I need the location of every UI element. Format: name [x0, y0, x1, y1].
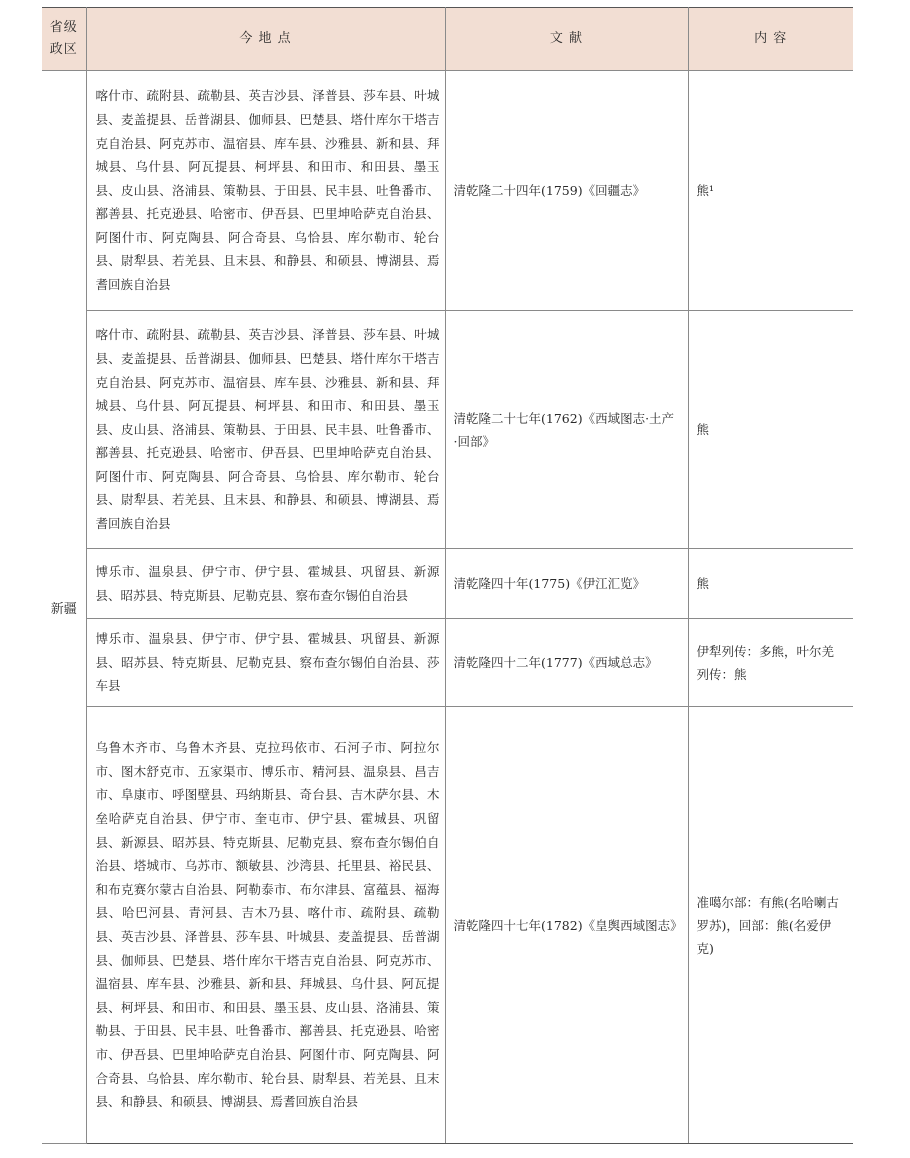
source-cell: 清乾隆二十四年(1759)《回疆志》 [445, 71, 688, 311]
table-row [42, 311, 853, 549]
content-cell: 熊 [688, 549, 853, 619]
location-cell: 乌鲁木齐市、乌鲁木齐县、克拉玛依市、石河子市、阿拉尔市、图木舒克市、五家渠市、博乐市、精河县、温泉县、昌吉市、阜康市、呼图壁县、玛纳斯县、奇台县、吉木萨尔县、木垒哈萨克自治县、伊宁市、奎屯市、伊宁县、霍城县、巩留县、新源县、昭苏县、特克斯县、尼勒克县、察布查尔锡伯自治县、塔城市、乌苏市、额敏县、沙湾县、托里县、裕民县、和布克赛尔蒙古自治县、阿勒泰市、布尔津县、富蕴县、福海县、哈巴河县、青河县、吉木乃县、喀什市、疏附县、疏勒县、英吉沙县、泽普县、莎车县、叶城县、麦盖提县、岳普湖县、伽师县、巴楚县、塔什库尔干塔吉克自治县、阿克苏市、温宿县、库车县、沙雅县、新和县、拜城县、乌什县、阿瓦提县、柯坪县、和田市、和田县、墨玉县、皮山县、洛浦县、策勒县、于田县、民丰县、吐鲁番市、鄯善县、托克逊县、哈密市、伊吾县、巴里坤哈萨克自治县、阿图什市、阿克陶县、阿合奇县、乌恰县、库尔勒市、轮台县、尉犁县、若羌县、且末县、和静县、和硕县、博湖县、焉耆回族自治县 [86, 707, 445, 1144]
province-cell: 新疆 [42, 71, 86, 1144]
table-row [42, 707, 853, 1144]
location-cell: 博乐市、温泉县、伊宁市、伊宁县、霍城县、巩留县、新源县、昭苏县、特克斯县、尼勒克县、察布查尔锡伯自治县 [86, 549, 445, 619]
location-cell: 喀什市、疏附县、疏勒县、英吉沙县、泽普县、莎车县、叶城县、麦盖提县、岳普湖县、伽师县、巴楚县、塔什库尔干塔吉克自治县、阿克苏市、温宿县、库车县、沙雅县、新和县、拜城县、乌什县、阿瓦提县、柯坪县、和田市、和田县、墨玉县、皮山县、洛浦县、策勒县、于田县、民丰县、吐鲁番市、鄯善县、托克逊县、哈密市、伊吾县、巴里坤哈萨克自治县、阿图什市、阿克陶县、阿合奇县、乌恰县、库尔勒市、轮台县、尉犁县、若羌县、且末县、和静县、和硕县、博湖县、焉耆回族自治县 [86, 311, 445, 549]
header-location: 今 地 点 [86, 8, 445, 71]
records-table [42, 7, 853, 1144]
content-cell: 伊犁列传：多熊，叶尔羌列传：熊 [688, 619, 853, 707]
location-cell: 喀什市、疏附县、疏勒县、英吉沙县、泽普县、莎车县、叶城县、麦盖提县、岳普湖县、伽师县、巴楚县、塔什库尔干塔吉克自治县、阿克苏市、温宿县、库车县、沙雅县、新和县、拜城县、乌什县、阿瓦提县、柯坪县、和田市、和田县、墨玉县、皮山县、洛浦县、策勒县、于田县、民丰县、吐鲁番市、鄯善县、托克逊县、哈密市、伊吾县、巴里坤哈萨克自治县、阿图什市、阿克陶县、阿合奇县、乌恰县、库尔勒市、轮台县、尉犁县、若羌县、且末县、和静县、和硕县、博湖县、焉耆回族自治县 [86, 71, 445, 311]
source-cell: 清乾隆二十七年(1762)《西域图志·土产·回部》 [445, 311, 688, 549]
header-row [42, 8, 853, 71]
header-content: 内 容 [688, 8, 853, 71]
header-source: 文 献 [445, 8, 688, 71]
source-cell: 清乾隆四十二年(1777)《西域总志》 [445, 619, 688, 707]
header-province: 省级政区 [42, 8, 86, 71]
location-cell: 博乐市、温泉县、伊宁市、伊宁县、霍城县、巩留县、新源县、昭苏县、特克斯县、尼勒克县、察布查尔锡伯自治县、莎车县 [86, 619, 445, 707]
table-row [42, 549, 853, 619]
content-cell: 熊¹ [688, 71, 853, 311]
content-cell: 准噶尔部：有熊(名哈喇古罗苏)，回部：熊(名爱伊克) [688, 707, 853, 1144]
table-row [42, 71, 853, 311]
source-cell: 清乾隆四十年(1775)《伊江汇览》 [445, 549, 688, 619]
source-cell: 清乾隆四十七年(1782)《皇舆西域图志》 [445, 707, 688, 1144]
table-row [42, 619, 853, 707]
content-cell: 熊 [688, 311, 853, 549]
